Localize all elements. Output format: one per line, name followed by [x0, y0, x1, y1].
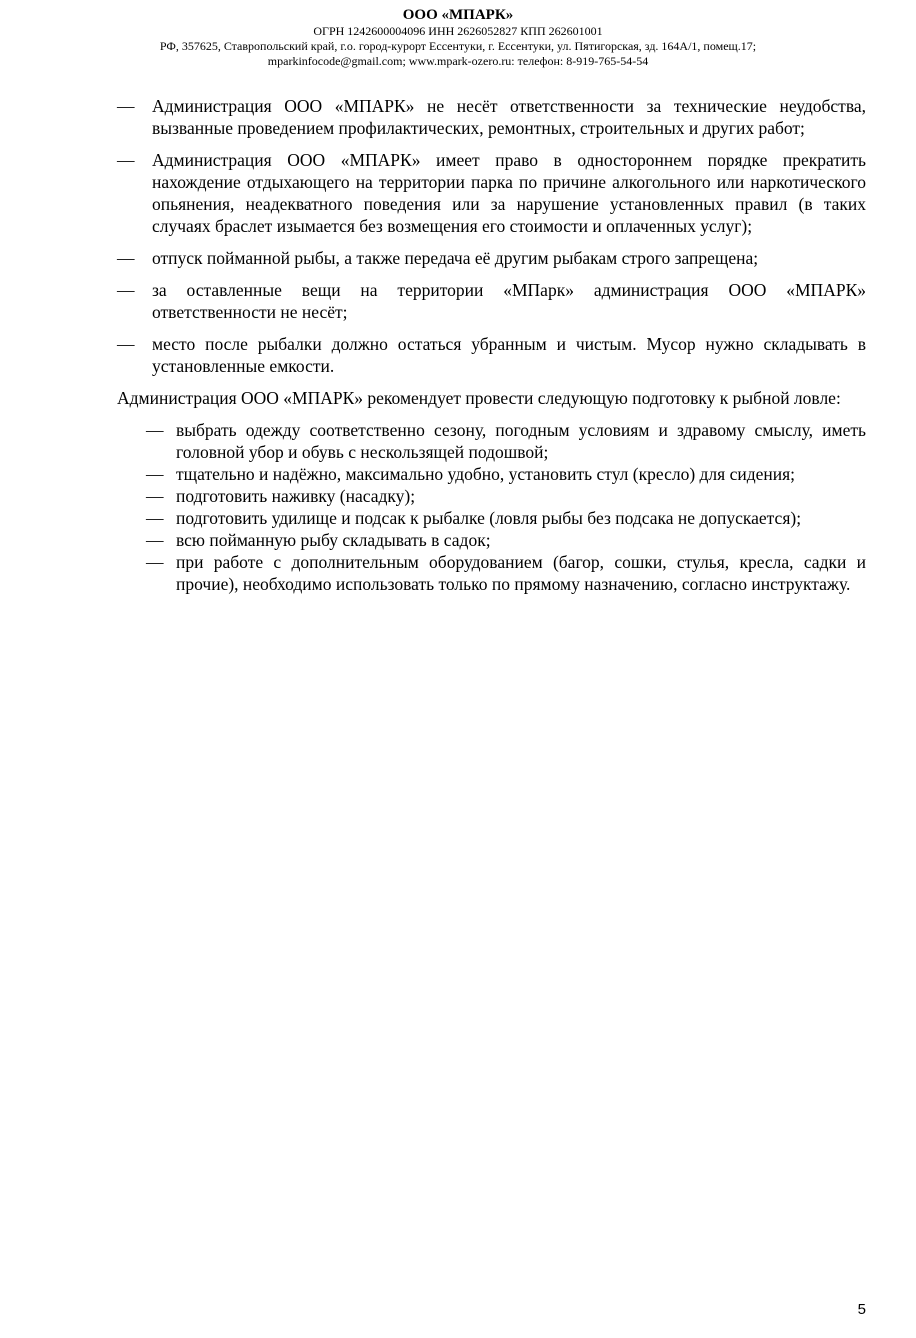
preparation-list [117, 419, 866, 595]
dash-marker: — [146, 552, 164, 572]
company-name: ООО «МПАРК» [402, 7, 514, 23]
rule-item [117, 279, 866, 323]
rules-list [117, 95, 866, 377]
preparation-item [146, 529, 866, 551]
preparation-item [146, 507, 866, 529]
dash-marker: — [146, 508, 164, 528]
rule-text: место после рыбалки должно остаться убранным и чистым. Мусор нужно складывать в установленные емкости. [152, 334, 866, 376]
preparation-text: при работе с дополнительным оборудованием (багор, сошки, стулья, кресла, садки и прочие), необходимо использовать только по прямому назначению, согласно инструктажу. [176, 552, 866, 594]
company-address: РФ, 357625, Ставропольский край, г.о. город-курорт Ессентуки, г. Ессентуки, ул. Пятигорская, зд. 164А/1, помещ.17; [159, 39, 757, 53]
preparation-text: выбрать одежду соответственно сезону, погодным условиям и здравому смыслу, иметь головной убор и обувь с нескользящей подошвой; [176, 420, 866, 462]
company-contacts: mparkinfocode@gmail.com; www.mpark-ozero.ru: телефон: 8-919-765-54-54 [267, 54, 649, 68]
dash-marker: — [117, 280, 135, 300]
document-body [117, 95, 866, 595]
rule-item [117, 333, 866, 377]
dash-marker: — [117, 96, 135, 116]
preparation-item [146, 485, 866, 507]
preparation-text: подготовить наживку (насадку); [176, 486, 416, 506]
preparation-text: всю пойманную рыбу складывать в садок; [176, 530, 491, 550]
preparation-item [146, 463, 866, 485]
dash-marker: — [117, 150, 135, 170]
document-header [60, 6, 856, 69]
rule-item [117, 95, 866, 139]
dash-marker: — [146, 530, 164, 550]
rule-text: за оставленные вещи на территории «МПарк» администрация ООО «МПАРК» ответственности не несёт; [152, 280, 866, 322]
rule-text: Администрация ООО «МПАРК» имеет право в одностороннем порядке прекратить нахождение отдыхающего на территории парка по причине алкогольного или наркотического опьянения, неадекватного поведения или за нарушение установленных правил (в таких случаях браслет изымается без возмещения его стоимости и оплаченных услуг); [152, 150, 866, 236]
preparation-item [146, 419, 866, 463]
rule-item [117, 247, 866, 269]
preparation-text: подготовить удилище и подсак к рыбалке (ловля рыбы без подсака не допускается); [176, 508, 802, 528]
dash-marker: — [146, 464, 164, 484]
rule-text: Администрация ООО «МПАРК» не несёт ответственности за технические неудобства, вызванные проведением профилактических, ремонтных, строительных и других работ; [152, 96, 866, 138]
registration-numbers: ОГРН 1242600004096 ИНН 2626052827 КПП 262601001 [313, 24, 603, 38]
rule-item [117, 149, 866, 237]
dash-marker: — [117, 334, 135, 354]
dash-marker: — [146, 486, 164, 506]
page-number: 5 [857, 1301, 866, 1318]
recommendation-intro: Администрация ООО «МПАРК» рекомендует провести следующую подготовку к рыбной ловле: [117, 388, 841, 408]
dash-marker: — [146, 420, 164, 440]
preparation-text: тщательно и надёжно, максимально удобно, установить стул (кресло) для сидения; [176, 464, 796, 484]
preparation-item [146, 551, 866, 595]
rule-text: отпуск пойманной рыбы, а также передача её другим рыбакам строго запрещена; [152, 248, 759, 268]
dash-marker: — [117, 248, 135, 268]
